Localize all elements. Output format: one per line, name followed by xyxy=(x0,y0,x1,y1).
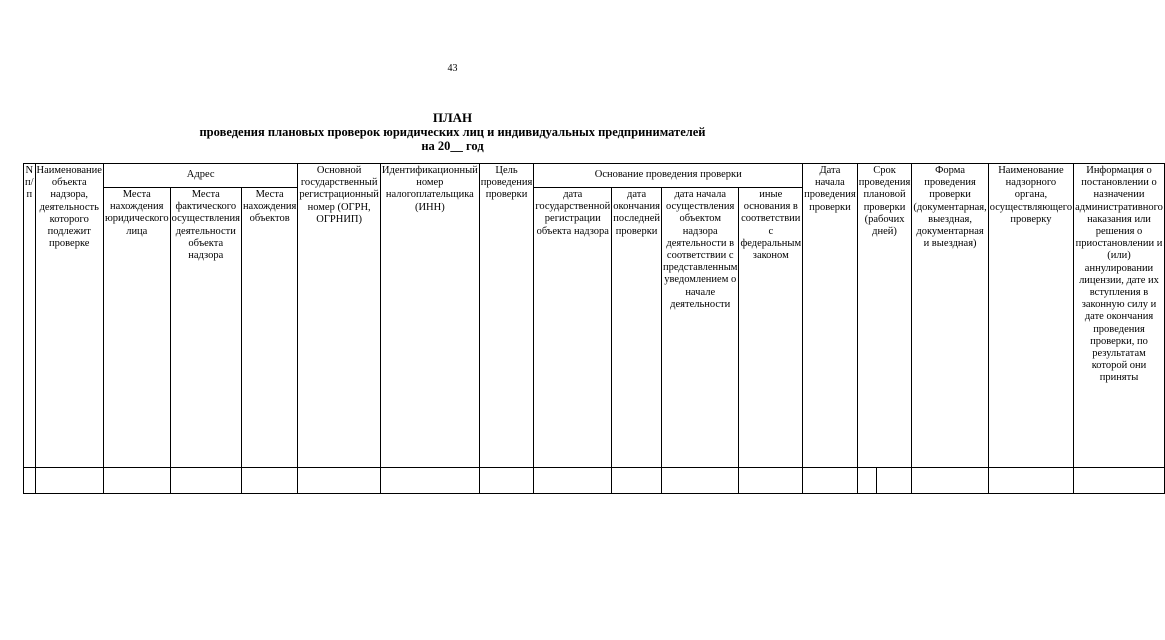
empty-cell xyxy=(912,468,988,494)
empty-cell xyxy=(739,468,803,494)
empty-cell xyxy=(857,468,876,494)
empty-cell xyxy=(534,468,612,494)
header-form: Форма проведения проверки (документарная, выездная, документарная и выездная) xyxy=(912,164,988,468)
empty-cell xyxy=(612,468,662,494)
header-address-group: Адрес xyxy=(103,164,297,188)
header-basis-last-check: дата окончания последней проверки xyxy=(612,188,662,468)
title-line-2: проведения плановых проверок юридических лиц и индивидуальных предпринимателей xyxy=(199,125,706,139)
empty-cell xyxy=(24,468,36,494)
empty-cell xyxy=(988,468,1073,494)
page-number: 43 xyxy=(447,63,458,74)
empty-cell xyxy=(1074,468,1165,494)
header-ogrn: Основной государственный регистрационный номер (ОГРН, ОГРНИП) xyxy=(298,164,381,468)
empty-cell xyxy=(876,468,911,494)
empty-cell xyxy=(298,468,381,494)
header-basis-notification: дата начала осуществления объектом надзора деятельности в соответствии с представленным уведомлением о начале деятельности xyxy=(662,188,739,468)
title-line-1: ПЛАН xyxy=(432,110,473,125)
header-authority: Наименование надзорного органа, осуществляющего проверку xyxy=(988,164,1073,468)
header-object-name: Наименование объекта надзора, деятельность которого подлежит проверке xyxy=(35,164,103,468)
header-purpose: Цель проведения проверки xyxy=(479,164,534,468)
header-address-objects: Места нахождения объектов xyxy=(241,188,297,468)
header-address-legal: Места нахождения юридического лица xyxy=(103,188,170,468)
header-address-actual: Места фактического осуществления деятельности объекта надзора xyxy=(170,188,241,468)
plan-table xyxy=(23,163,1165,494)
document-title xyxy=(0,110,905,153)
header-duration: Срок проведения плановой проверки (рабочих дней) xyxy=(857,164,912,468)
empty-cell xyxy=(380,468,479,494)
empty-cell xyxy=(35,468,103,494)
title-line-3: на 20__ год xyxy=(421,139,484,153)
header-info: Информация о постановлении о назначении административного наказания или решения о приостановлении и (или) аннулировании лицензии, дате их вступления в законную силу и дате окончания проведения проверки, по результатам которой они приняты xyxy=(1074,164,1165,468)
empty-cell xyxy=(662,468,739,494)
header-inn: Идентификационный номер налогоплательщика (ИНН) xyxy=(380,164,479,468)
header-basis-other: иные основания в соответствии с федеральным законом xyxy=(739,188,803,468)
table-row xyxy=(24,468,1165,494)
header-basis-registration: дата государственной регистрации объекта надзора xyxy=(534,188,612,468)
header-number: N п/п xyxy=(24,164,36,468)
header-basis-group: Основание проведения проверки xyxy=(534,164,803,188)
empty-cell xyxy=(170,468,241,494)
empty-cell xyxy=(103,468,170,494)
header-start-date: Дата начала проведения проверки xyxy=(803,164,858,468)
empty-cell xyxy=(241,468,297,494)
empty-cell xyxy=(479,468,534,494)
empty-cell xyxy=(803,468,858,494)
